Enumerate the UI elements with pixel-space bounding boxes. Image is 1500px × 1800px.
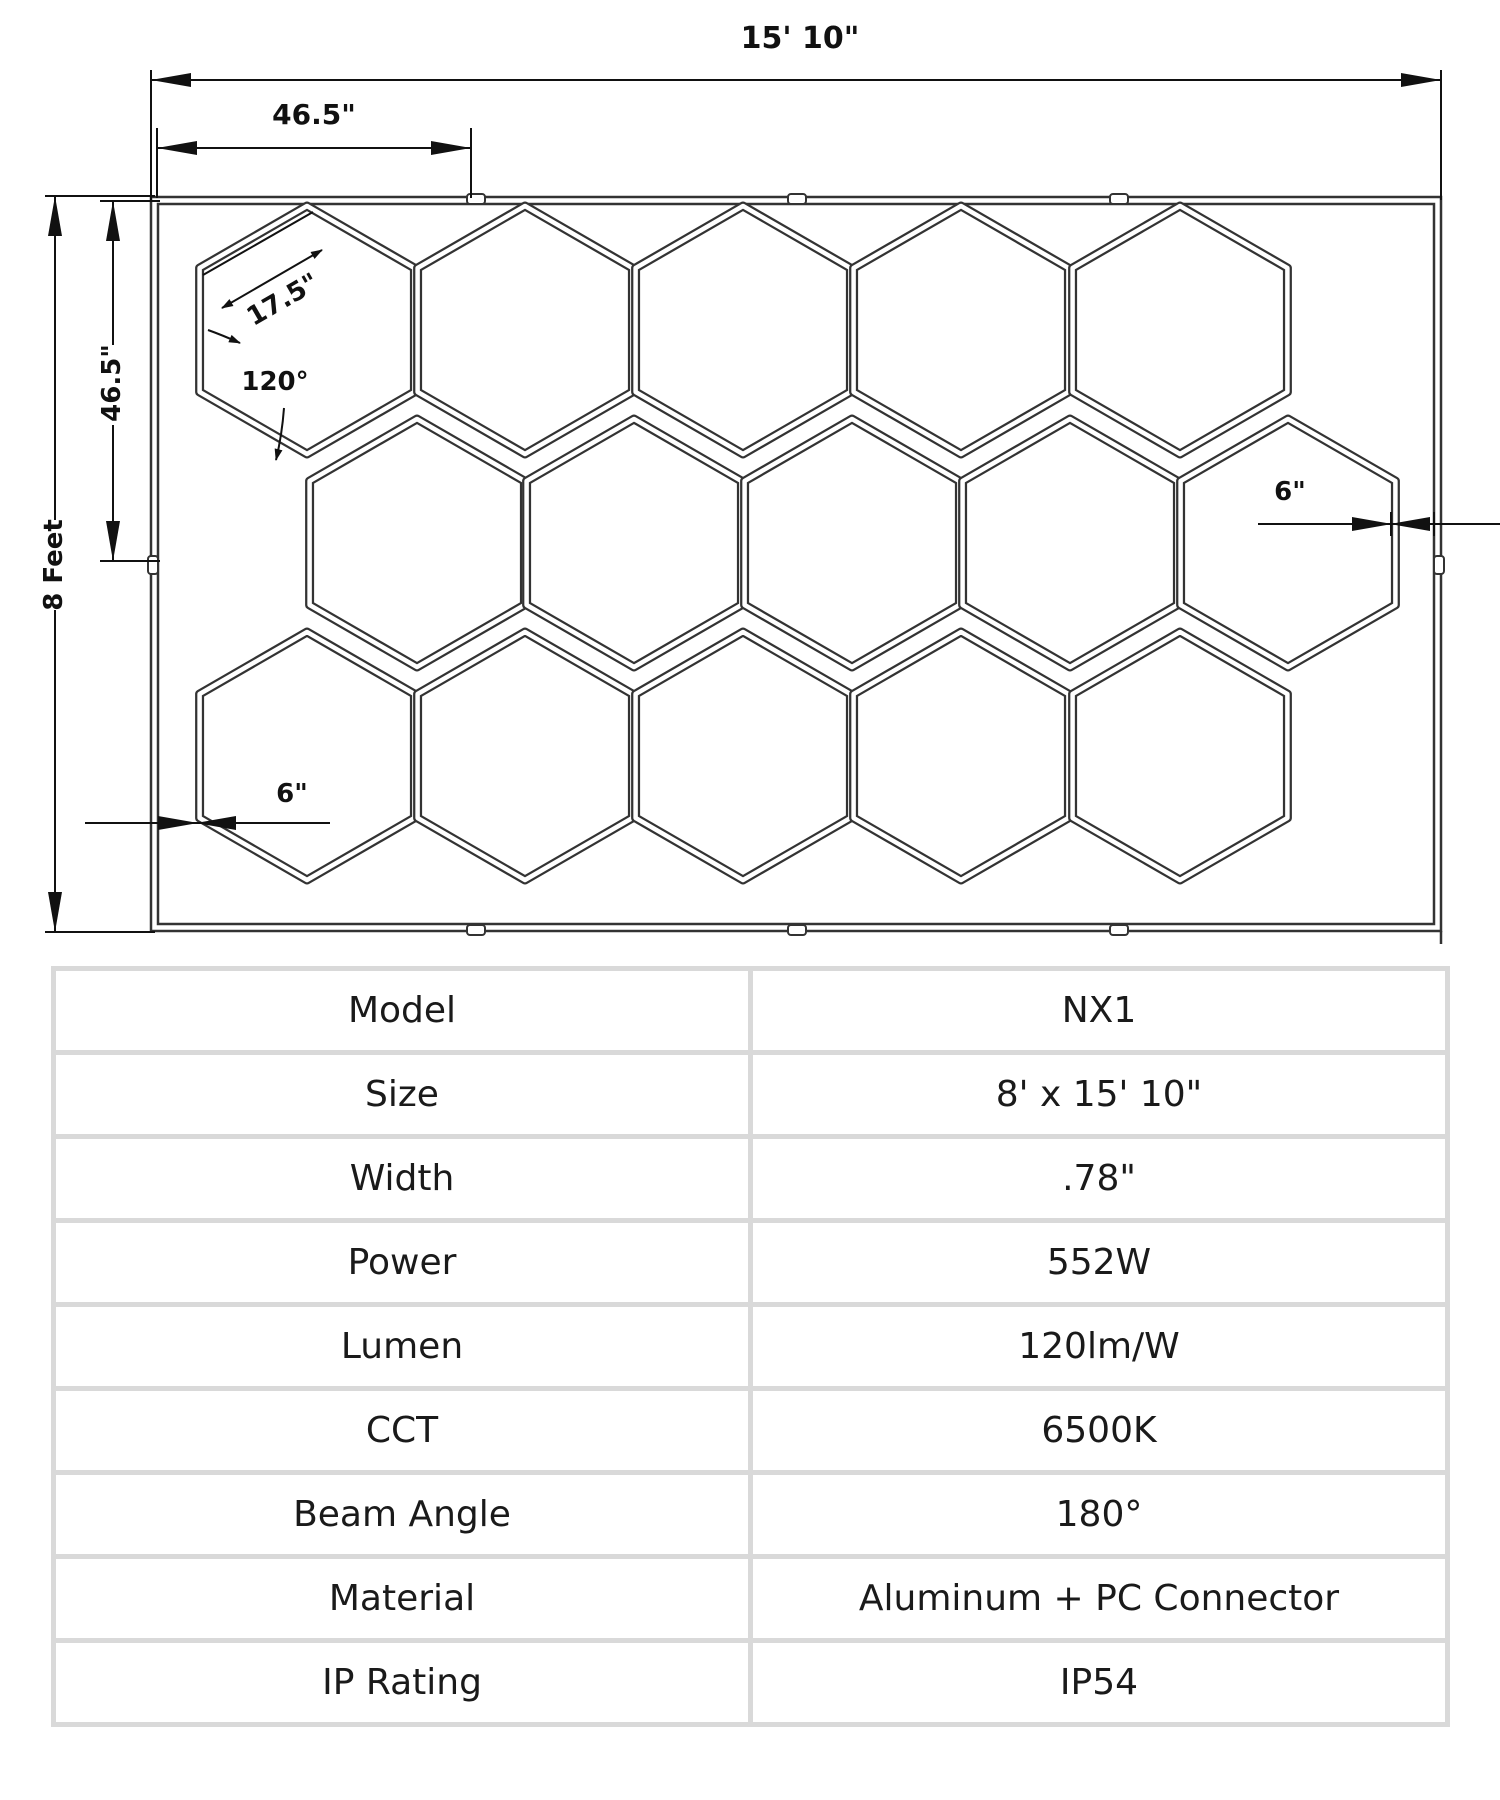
spec-table — [51, 966, 1450, 1727]
overall-width-label: 15' 10" — [740, 21, 860, 56]
hex-cells — [200, 206, 1396, 880]
hex-cell-inner — [200, 632, 415, 880]
hex-cell — [854, 632, 1069, 880]
hex-cell-inner — [1181, 419, 1396, 667]
hex-cell — [854, 206, 1069, 454]
hex-cell-inner — [418, 632, 633, 880]
spec-row — [54, 1221, 1448, 1305]
hex-cell-inner — [527, 419, 742, 667]
hex-cell-inner — [745, 419, 960, 667]
spec-label: Beam Angle — [54, 1473, 751, 1557]
spec-row — [54, 1557, 1448, 1641]
hex-cell — [636, 206, 851, 454]
hex-cell-inner — [963, 419, 1178, 667]
hex-cell — [527, 419, 742, 667]
spec-value: 6500K — [751, 1389, 1448, 1473]
hex-pitch-width-label: 46.5" — [272, 98, 356, 131]
spec-label: Material — [54, 1557, 751, 1641]
spec-value: IP54 — [751, 1641, 1448, 1725]
spec-label: CCT — [54, 1389, 751, 1473]
spec-row — [54, 969, 1448, 1053]
hex-cell — [200, 632, 415, 880]
left-margin-label: 6" — [276, 779, 308, 809]
hex-cell — [1181, 419, 1396, 667]
spec-value: 552W — [751, 1221, 1448, 1305]
hex-cell-inner — [854, 206, 1069, 454]
angle-label: 120° — [241, 367, 309, 397]
hex-cell — [1073, 206, 1288, 454]
spec-value: 120lm/W — [751, 1305, 1448, 1389]
hex-cell-inner — [636, 206, 851, 454]
hex-cell-inner — [1073, 206, 1288, 454]
hex-cell-inner — [200, 206, 415, 454]
spec-row — [54, 1053, 1448, 1137]
spec-row — [54, 1389, 1448, 1473]
hex-cell — [745, 419, 960, 667]
spec-label: IP Rating — [54, 1641, 751, 1725]
spec-value: 180° — [751, 1473, 1448, 1557]
hex-cell — [963, 419, 1178, 667]
spec-value: Aluminum + PC Connector — [751, 1557, 1448, 1641]
spec-row — [54, 1305, 1448, 1389]
spec-label: Size — [54, 1053, 751, 1137]
spec-value: 8' x 15' 10" — [751, 1053, 1448, 1137]
hex-cell-inner — [636, 632, 851, 880]
spec-row — [54, 1137, 1448, 1221]
spec-value: NX1 — [751, 969, 1448, 1053]
hex-cell — [1073, 632, 1288, 880]
spec-label: Power — [54, 1221, 751, 1305]
hex-cell — [200, 206, 415, 454]
spec-row — [54, 1473, 1448, 1557]
spec-value: .78" — [751, 1137, 1448, 1221]
spec-label: Width — [54, 1137, 751, 1221]
frame-connectors — [148, 194, 1444, 935]
hex-cell — [310, 419, 525, 667]
hex-pitch-height-label: 46.5" — [97, 344, 127, 422]
spec-row — [54, 1641, 1448, 1725]
overall-height-label: 8 Feet — [39, 519, 69, 611]
hex-cell — [418, 632, 633, 880]
side-length-label: 17.5" — [241, 267, 325, 333]
right-margin-label: 6" — [1274, 477, 1306, 507]
outer-frame — [151, 197, 1441, 944]
spec-label: Lumen — [54, 1305, 751, 1389]
hex-cell — [636, 632, 851, 880]
hex-cell-inner — [1073, 632, 1288, 880]
hex-cell-inner — [854, 632, 1069, 880]
hex-cell-inner — [418, 206, 633, 454]
hex-cell — [418, 206, 633, 454]
spec-label: Model — [54, 969, 751, 1053]
hex-cell-inner — [310, 419, 525, 667]
